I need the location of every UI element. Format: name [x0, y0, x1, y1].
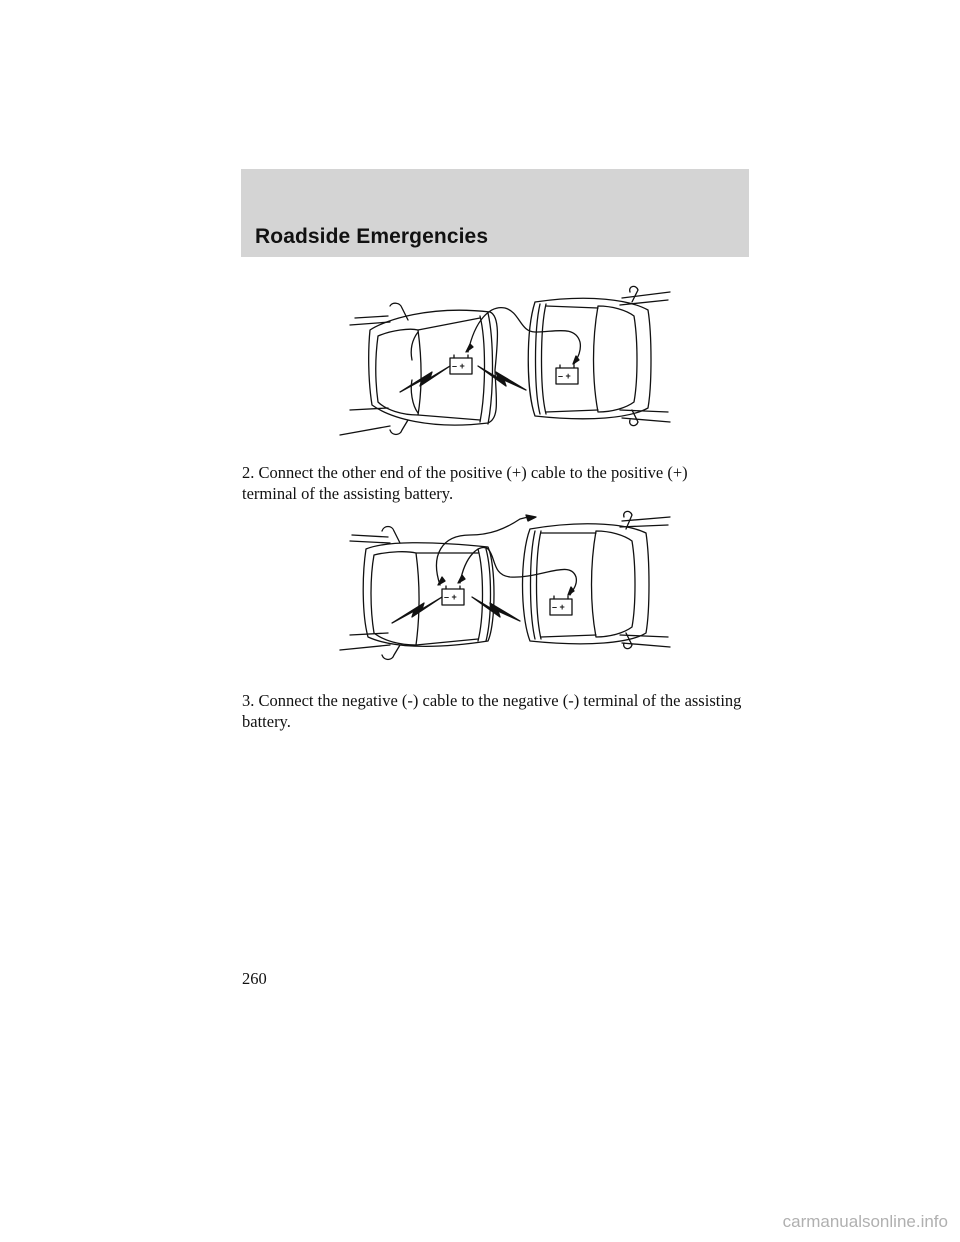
- spark-icon-right: [472, 597, 520, 621]
- battery-disabled-label: – +: [444, 592, 457, 602]
- jump-start-diagram-2: [330, 505, 680, 665]
- watermark: carmanualsonline.info: [782, 1212, 948, 1231]
- spark-icon-left: [392, 597, 442, 623]
- spark-icon-right: [478, 366, 526, 390]
- section-header: [241, 169, 749, 257]
- battery-assisting-label: – +: [552, 602, 565, 612]
- jump-start-illustration-2: [330, 505, 680, 665]
- jump-start-illustration-1: [330, 280, 680, 440]
- battery-assisting-label: – +: [558, 371, 571, 381]
- jump-start-diagram-1: [330, 280, 680, 440]
- step-3-instruction: 3. Connect the negative (-) cable to the negative (-) terminal of the assisting battery.: [242, 691, 742, 731]
- disabled-vehicle: [340, 303, 497, 435]
- assisting-vehicle: [523, 511, 671, 648]
- step-2-instruction: 2. Connect the other end of the positive (+) cable to the positive (+) terminal of the assisting battery.: [242, 463, 688, 503]
- assisting-vehicle: [528, 286, 670, 425]
- jumper-cable-positive: [460, 547, 576, 595]
- page-number: 260: [242, 969, 267, 988]
- disabled-vehicle: [340, 527, 494, 660]
- spark-icon-left: [400, 366, 450, 392]
- section-title: Roadside Emergencies: [255, 225, 489, 248]
- battery-disabled-label: – +: [452, 361, 465, 371]
